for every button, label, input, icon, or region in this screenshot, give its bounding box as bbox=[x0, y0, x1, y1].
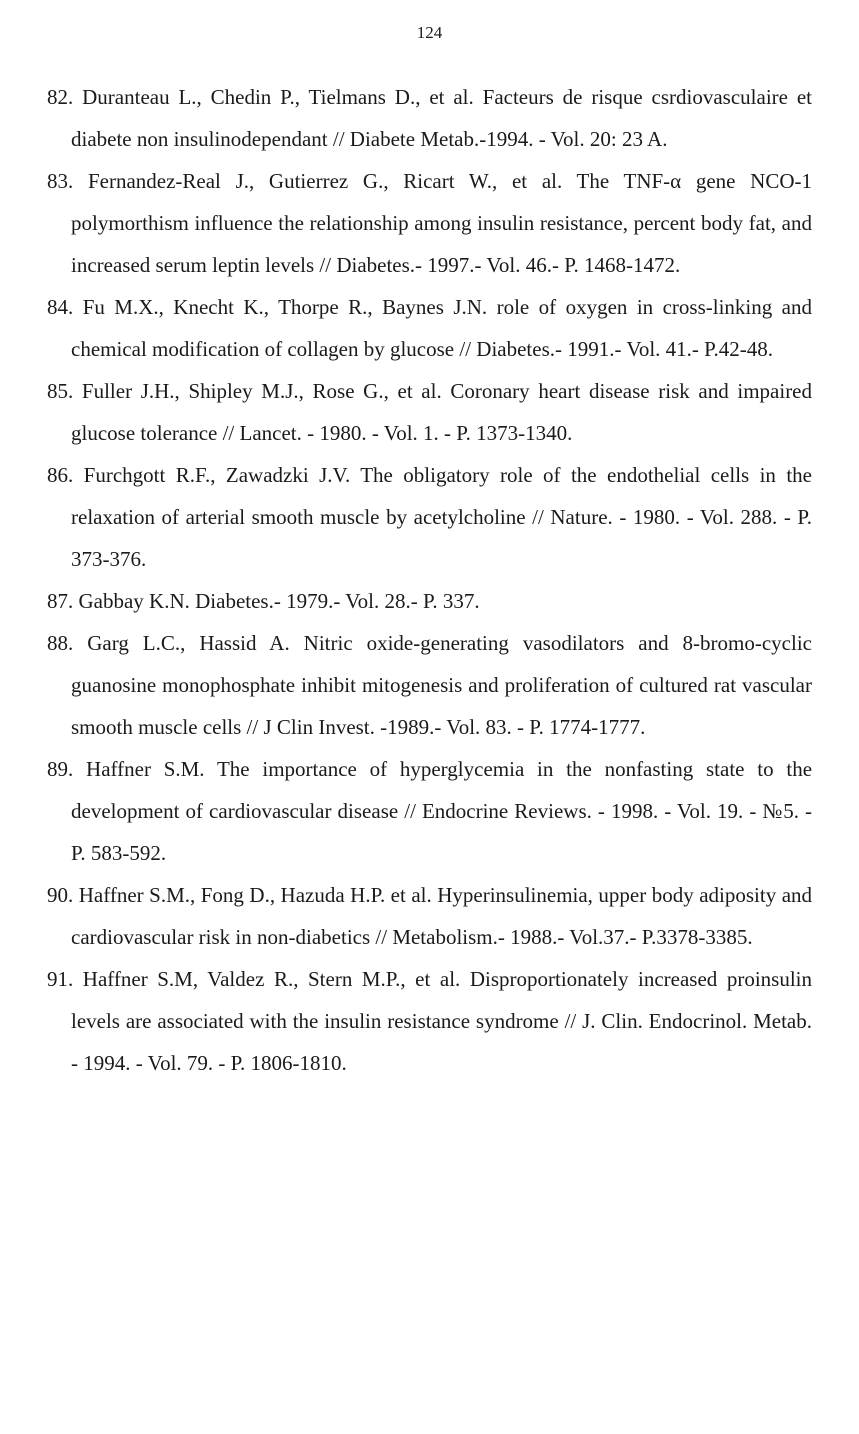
reference-list bbox=[47, 76, 812, 1084]
reference-number: 82. bbox=[47, 85, 74, 109]
reference-number: 89. bbox=[47, 757, 74, 781]
reference-item bbox=[47, 748, 812, 874]
reference-text: Gabbay K.N. Diabetes.- 1979.- Vol. 28.- P. 337. bbox=[78, 589, 480, 613]
reference-item bbox=[47, 580, 812, 622]
reference-text: Fuller J.H., Shipley M.J., Rose G., et al. Coronary heart disease risk and impaired glucose tolerance // Lancet. - 1980. - Vol. 1. - P. 1373-1340. bbox=[71, 379, 813, 445]
reference-number: 83. bbox=[47, 169, 74, 193]
reference-text: Fu M.X., Knecht K., Thorpe R., Baynes J.N. role of oxygen in cross-linking and chemical modification of collagen by glucose // Diabetes.- 1991.- Vol. 41.- P.42-48. bbox=[71, 295, 813, 361]
reference-item bbox=[47, 958, 812, 1084]
reference-text: Haffner S.M., Fong D., Hazuda H.P. et al. Hyperinsulinemia, upper body adiposity and cardiovascular risk in non-diabetics // Metabolism.- 1988.- Vol.37.- P.3378-3385. bbox=[71, 883, 813, 949]
reference-item bbox=[47, 286, 812, 370]
reference-number: 88. bbox=[47, 631, 74, 655]
reference-text: Furchgott R.F., Zawadzki J.V. The obligatory role of the endothelial cells in the relaxation of arterial smooth muscle by acetylcholine // Nature. - 1980. - Vol. 288. - P. 373-376. bbox=[71, 463, 812, 571]
reference-text: Garg L.C., Hassid A. Nitric oxide-generating vasodilators and 8-bromo-cyclic guanosine monophosphate inhibit mitogenesis and proliferation of cultured rat vascular smooth muscle cells // J Clin Invest. -1989.- Vol. 83. - P. 1774-1777. bbox=[71, 631, 812, 739]
reference-item bbox=[47, 76, 812, 160]
reference-item bbox=[47, 160, 812, 286]
reference-text: Fernandez-Real J., Gutierrez G., Ricart W., et al. The TNF-α gene NCO-1 polymorthism influence the relationship among insulin resistance, percent body fat, and increased serum leptin levels // Diabetes.- 1997.- Vol. 46.- P. 1468-1472. bbox=[71, 169, 813, 277]
reference-text: Duranteau L., Chedin P., Tielmans D., et al. Facteurs de risque csrdiovasculaire et diabete non insulinodependant // Diabete Metab.-1994. - Vol. 20: 23 A. bbox=[71, 85, 812, 151]
reference-item bbox=[47, 454, 812, 580]
reference-number: 85. bbox=[47, 379, 74, 403]
reference-number: 86. bbox=[47, 463, 74, 487]
page-number: 124 bbox=[416, 23, 443, 42]
reference-number: 87. bbox=[47, 589, 74, 613]
reference-item bbox=[47, 874, 812, 958]
reference-number: 90. bbox=[47, 883, 74, 907]
reference-text: Haffner S.M. The importance of hyperglycemia in the nonfasting state to the development of cardiovascular disease // Endocrine Reviews. - 1998. - Vol. 19. - №5. - P. 583-592. bbox=[71, 757, 813, 865]
reference-text: Haffner S.M, Valdez R., Stern M.P., et al. Disproportionately increased proinsulin levels are associated with the insulin resistance syndrome // J. Clin. Endocrinol. Metab. - 1994. - Vol. 79. - P. 1806-1810. bbox=[71, 967, 812, 1075]
reference-number: 84. bbox=[47, 295, 74, 319]
reference-number: 91. bbox=[47, 967, 74, 991]
reference-item bbox=[47, 370, 812, 454]
reference-item bbox=[47, 622, 812, 748]
